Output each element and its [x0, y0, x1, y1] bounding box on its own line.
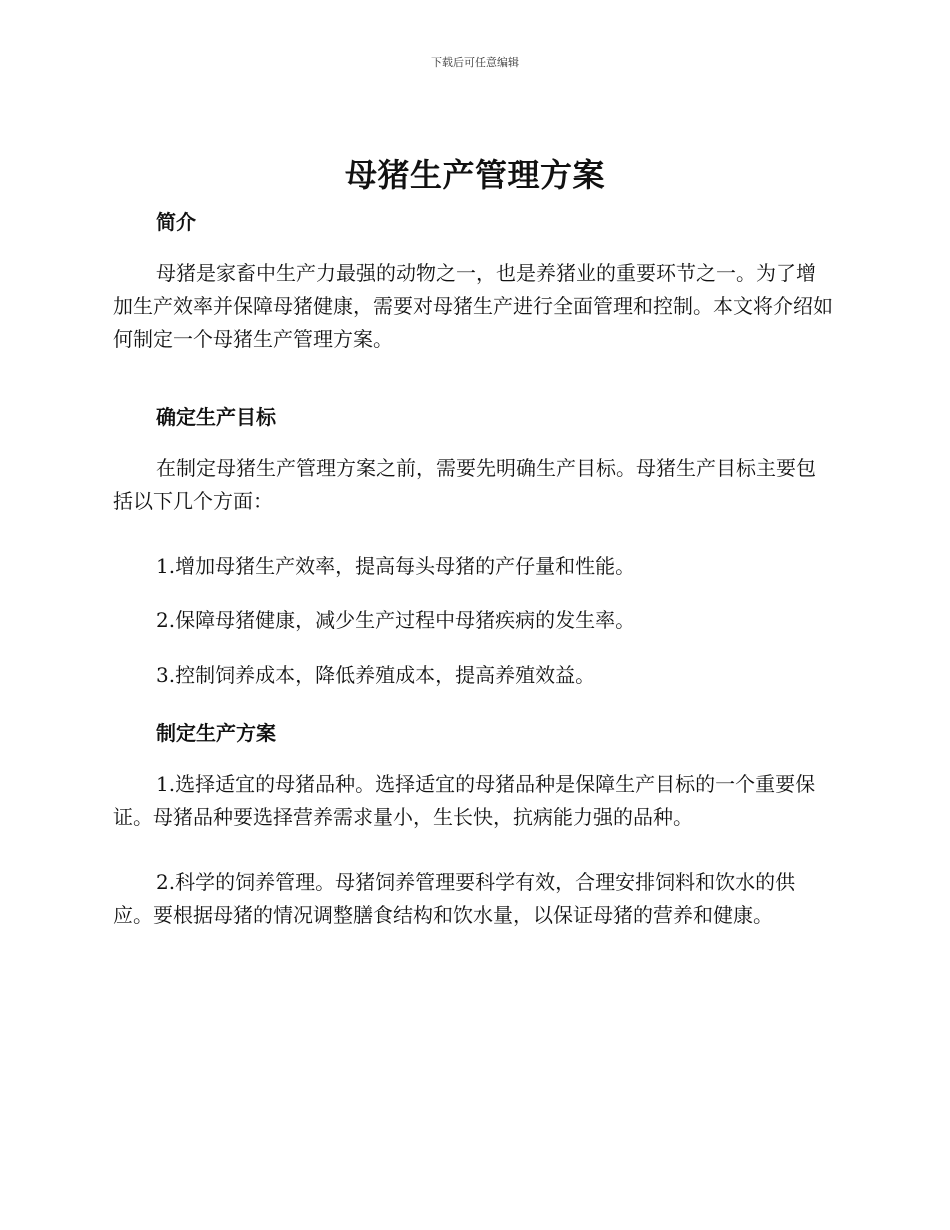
section-heading-intro: 简介: [156, 210, 196, 234]
section-heading-plan: 制定生产方案: [156, 721, 276, 745]
goal-item-1: 1.增加母猪生产效率，提高每头母猪的产仔量和性能。: [156, 554, 636, 578]
goal-item-3: 3.控制饲养成本，降低养殖成本，提高养殖效益。: [156, 663, 596, 687]
plan-paragraph-2: 2.科学的饲养管理。母猪饲养管理要科学有效，合理安排饲料和饮水的供应。要根据母猪的情况调整膳食结构和饮水量，以保证母猪的营养和健康。: [113, 870, 796, 927]
goal-item-2: 2.保障母猪健康，减少生产过程中母猪疾病的发生率。: [156, 608, 636, 632]
plan-paragraph-1: 1.选择适宜的母猪品种。选择适宜的母猪品种是保障生产目标的一个重要保证。母猪品种要选择营养需求量小，生长快，抗病能力强的品种。: [113, 772, 816, 829]
section-heading-goals: 确定生产目标: [156, 405, 276, 429]
document-title: 母猪生产管理方案: [344, 156, 605, 194]
intro-paragraph: 母猪是家畜中生产力最强的动物之一，也是养猪业的重要环节之一。为了增加生产效率并保障母猪健康，需要对母猪生产进行全面管理和控制。本文将介绍如何制定一个母猪生产管理方案。: [113, 261, 833, 351]
goals-paragraph: 在制定母猪生产管理方案之前，需要先明确生产目标。母猪生产目标主要包括以下几个方面：: [113, 456, 816, 513]
page-header-note: 下载后可任意编辑: [431, 56, 519, 69]
